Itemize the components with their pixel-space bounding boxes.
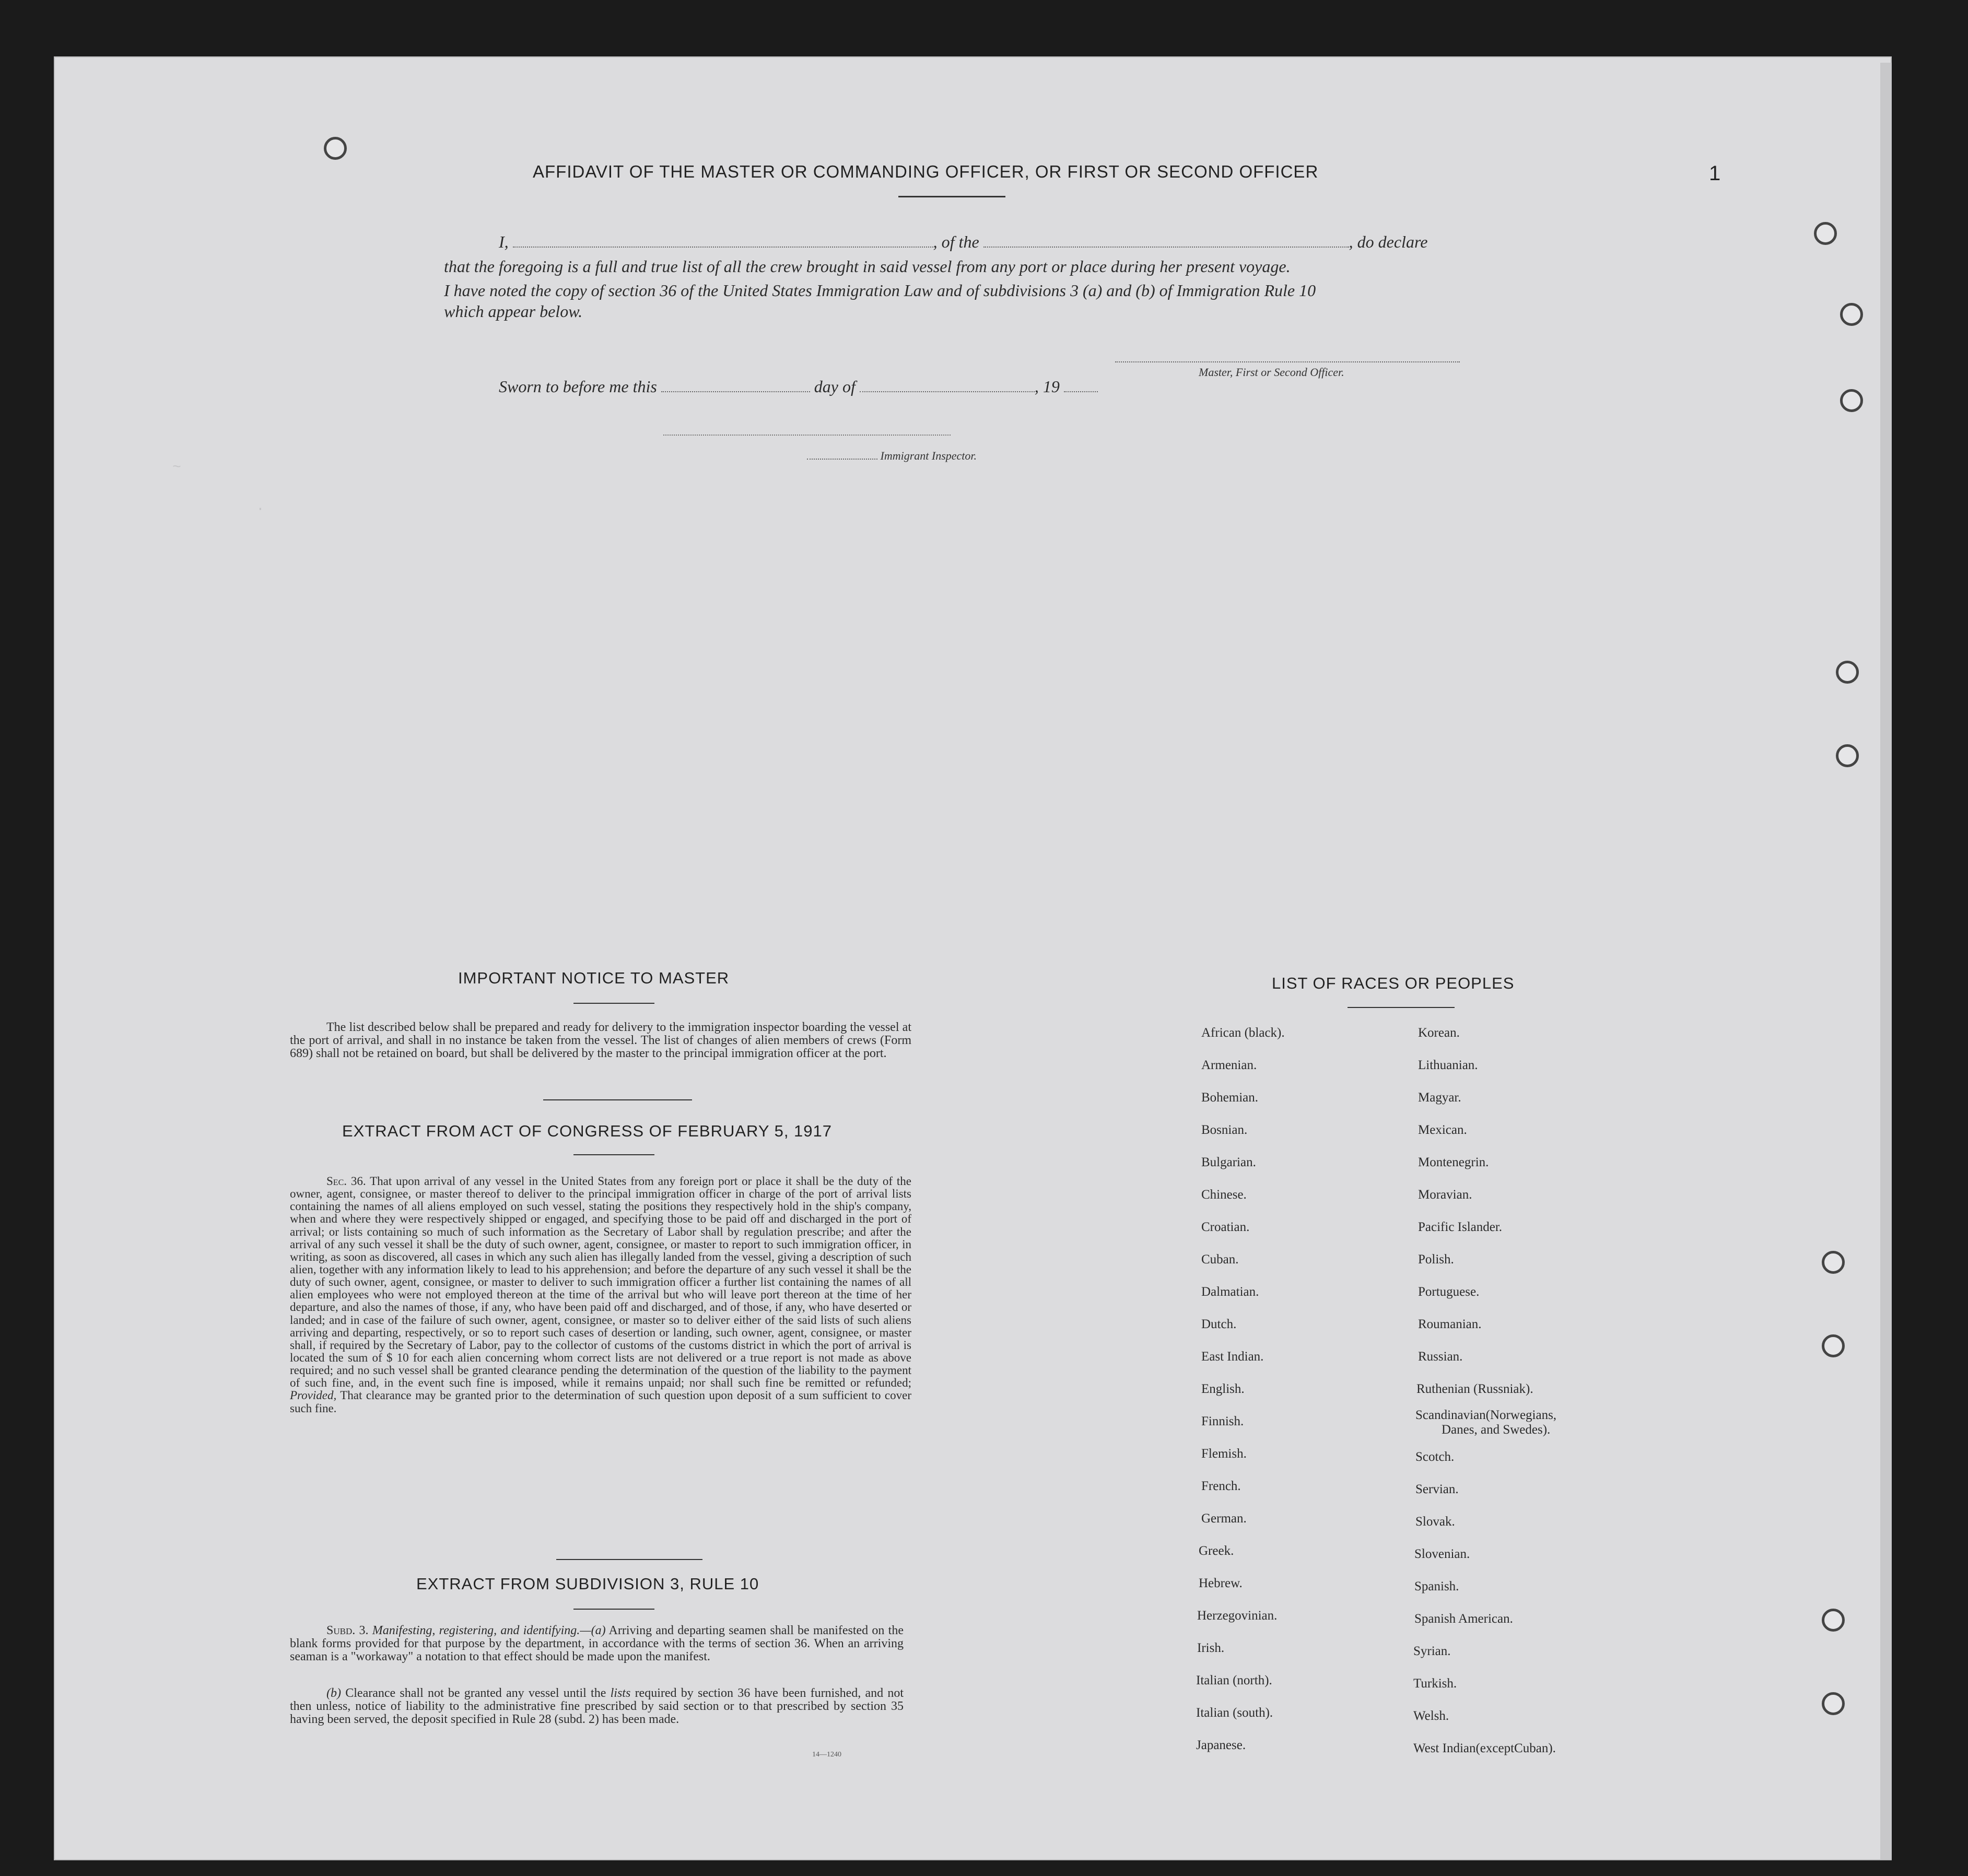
affidavit-line-1 bbox=[499, 232, 1427, 252]
inspector-dots bbox=[807, 458, 877, 460]
sworn-day-blank bbox=[661, 391, 810, 392]
race-item: East Indian. bbox=[1201, 1350, 1264, 1364]
punch-hole-right-7 bbox=[1822, 1334, 1845, 1357]
sworn-month-blank bbox=[860, 391, 1035, 392]
race-item: Flemish. bbox=[1201, 1447, 1247, 1461]
act-body: That upon arrival of any vessel in the United States from any foreign port or place it shall be the duty of the owner, agent, consignee, or master thereof to deliver to the principal immigration officer in charge of the port of arrival lists containing the names of all aliens employed on such vessel, stating the positions they respectively hold in the ship's company, when and where they were respectively shipped or engaged, and specifying those to be paid off and discharged in the port of arrival; or lists containing so much of such information as the Secretary of Labor shall by regulation prescribe; and after the arrival of any such vessel it shall be the duty of such owner, agent, consignee, or master to report to such immigration officer, in writing, as soon as discovered, all cases in which any such alien has illegally landed from the vessel, giving a description of such alien, together with any information likely to lead to his apprehension; and before the departure of any such vessel it shall be the duty of such owner, agent, consignee, or master to deliver to such immigration officer a further list containing the names of all alien employees who were not employed thereon at the time of the arrival but who will leave port thereon at the time of her departure, and also the names of those, if any, who have been paid off and discharged, and of those, if any, who have deserted or landed; and in case of the failure of such owner, agent, consignee, or master so to deliver either of the said lists of such aliens arriving and departing, respectively, or so to report such cases of desertion or landing, such owner, agent, consignee, or master shall, if required by the Secretary of Labor, pay to the collector of customs of the customs district in which the port of arrival is located the sum of $ 10 for each alien concerning whom correct lists are not delivered or a true report is not made as above required; and no such vessel shall be granted clearance pending the determination of the question of the liability to the payment of such fine, and, in the event such fine is imposed, while it remains unpaid; nor shall such fine be remitted or refunded; bbox=[290, 1175, 911, 1390]
notice-title: IMPORTANT NOTICE TO MASTER bbox=[458, 969, 730, 987]
race-item: Pacific Islander. bbox=[1418, 1220, 1503, 1234]
rule-text-a-body: Arriving and departing seamen shall be manifested on the blank forms provided for that purpose by the department, in accordance with the terms of section 36. When an arriving seaman is a "workaway" a notation to that effect should be made upon the manifest. bbox=[290, 1624, 904, 1664]
punch-hole-right-5 bbox=[1836, 744, 1859, 767]
affidavit-title-rule bbox=[898, 196, 1005, 197]
rule-subd-title: Manifesting, registering, and identifying.—(a) bbox=[372, 1624, 606, 1637]
race-item: Dalmatian. bbox=[1201, 1285, 1259, 1299]
act-title-rule bbox=[573, 1154, 654, 1155]
race-item: Scotch. bbox=[1415, 1450, 1455, 1464]
race-item: Mexican. bbox=[1418, 1123, 1467, 1137]
sworn-year: , 19 bbox=[1034, 377, 1060, 396]
rule-b-text-2: required by section 36 have been furnished, and not then unless, notice of liability to the administrative fine prescribed by said section or to that prescribed by section 35 having been served, the deposit specified in Rule 28 (subd. 2) has been made. bbox=[290, 1686, 904, 1727]
act-provided: Provided, bbox=[290, 1389, 337, 1402]
race-item: African (black). bbox=[1201, 1026, 1285, 1040]
notice-text: The list described below shall be prepared and ready for delivery to the immigration inspector boarding the vessel at the port of arrival, and shall in no instance be taken from the vessel. The list of changes of alien members of crews (Form 689) shall not be retained on board, but shall be delivered by the master to the principal immigration officer at the port. bbox=[290, 1021, 911, 1061]
punch-hole-right-6 bbox=[1822, 1251, 1845, 1274]
race-item: Syrian. bbox=[1413, 1644, 1451, 1658]
race-item: Hebrew. bbox=[1199, 1576, 1243, 1590]
affidavit-of-the: , of the bbox=[933, 232, 979, 251]
race-item: Spanish. bbox=[1414, 1579, 1459, 1593]
act-sec-label: Sec. 36. bbox=[326, 1175, 366, 1188]
sworn-day-of: day of bbox=[814, 377, 856, 396]
rule-text-b bbox=[290, 1687, 904, 1727]
race-item: Japanese. bbox=[1196, 1738, 1246, 1752]
race-item: Russian. bbox=[1418, 1350, 1463, 1364]
sworn-year-blank bbox=[1064, 391, 1098, 392]
race-item: Portuguese. bbox=[1418, 1285, 1480, 1299]
race-item: Korean. bbox=[1418, 1026, 1460, 1040]
punch-hole-right-4 bbox=[1836, 661, 1859, 684]
race-item: Spanish American. bbox=[1414, 1612, 1513, 1626]
race-item: Magyar. bbox=[1418, 1091, 1461, 1105]
rule-b-text-1: Clearance shall not be granted any vessel until the bbox=[345, 1686, 606, 1700]
punch-hole-top-left bbox=[324, 137, 347, 160]
race-item: Chinese. bbox=[1201, 1188, 1247, 1202]
page-edge bbox=[1880, 63, 1892, 1859]
race-item: Montenegrin. bbox=[1418, 1155, 1489, 1169]
race-item: Dutch. bbox=[1201, 1317, 1237, 1331]
rule-subd-label: Subd. 3. bbox=[326, 1624, 369, 1637]
races-title-rule bbox=[1348, 1007, 1455, 1008]
affidavit-line-4: which appear below. bbox=[444, 302, 583, 321]
race-item: Polish. bbox=[1418, 1252, 1454, 1267]
race-item: French. bbox=[1201, 1479, 1241, 1493]
race-item: Bohemian. bbox=[1201, 1091, 1259, 1105]
race-item: Irish. bbox=[1197, 1641, 1225, 1655]
race-item: Armenian. bbox=[1201, 1058, 1257, 1072]
race-item: Scandinavian(Norwegians, bbox=[1415, 1408, 1557, 1422]
race-item: Cuban. bbox=[1201, 1252, 1239, 1267]
race-item: Turkish. bbox=[1413, 1676, 1457, 1691]
page-mark: 1 bbox=[1709, 162, 1721, 185]
affidavit-i: I, bbox=[499, 232, 509, 251]
race-item: Slovak. bbox=[1415, 1515, 1455, 1529]
race-item: Danes, and Swedes). bbox=[1442, 1423, 1551, 1437]
punch-hole-right-9 bbox=[1822, 1692, 1845, 1715]
act-separator bbox=[556, 1559, 702, 1560]
race-item: Slovenian. bbox=[1414, 1547, 1470, 1561]
rule-text-a bbox=[290, 1624, 904, 1664]
race-item: Finnish. bbox=[1201, 1414, 1244, 1428]
race-item: Lithuanian. bbox=[1418, 1058, 1478, 1072]
sworn-line bbox=[499, 377, 1098, 396]
punch-hole-right-2 bbox=[1840, 303, 1863, 326]
rule-b-lists: lists bbox=[610, 1686, 631, 1700]
inspector-caption-text: Immigrant Inspector. bbox=[880, 449, 977, 462]
affidavit-do-declare: , do declare bbox=[1349, 232, 1428, 251]
race-item: English. bbox=[1201, 1382, 1245, 1396]
race-item: West Indian(exceptCuban). bbox=[1413, 1741, 1556, 1755]
inspector-line bbox=[663, 435, 951, 436]
race-item: Moravian. bbox=[1418, 1188, 1472, 1202]
signature-line bbox=[1115, 361, 1460, 362]
race-item: Roumanian. bbox=[1418, 1317, 1482, 1331]
inspector-caption bbox=[807, 449, 977, 463]
race-item: Ruthenian (Russniak). bbox=[1416, 1382, 1533, 1396]
rule-title-rule bbox=[573, 1609, 654, 1610]
race-item: German. bbox=[1201, 1511, 1247, 1526]
sworn-text: Sworn to before me this bbox=[499, 377, 657, 396]
notice-separator bbox=[543, 1099, 692, 1100]
affidavit-line-2: that the foregoing is a full and true list of all the crew brought in said vessel from any port or place during her present voyage. bbox=[444, 257, 1291, 276]
signature-caption: Master, First or Second Officer. bbox=[1199, 366, 1344, 379]
act-text bbox=[290, 1175, 911, 1415]
race-item: Croatian. bbox=[1201, 1220, 1250, 1234]
master-name-blank bbox=[513, 246, 933, 248]
race-item: Servian. bbox=[1415, 1482, 1459, 1496]
race-item: Herzegovinian. bbox=[1197, 1609, 1278, 1623]
punch-hole-right-1 bbox=[1814, 222, 1837, 245]
document-page bbox=[55, 57, 1891, 1859]
race-item: Bosnian. bbox=[1201, 1123, 1248, 1137]
rule-title: EXTRACT FROM SUBDIVISION 3, RULE 10 bbox=[416, 1575, 759, 1593]
race-item: Bulgarian. bbox=[1201, 1155, 1256, 1169]
race-item: Welsh. bbox=[1413, 1709, 1449, 1723]
notice-title-rule bbox=[573, 1003, 654, 1004]
races-title: LIST OF RACES OR PEOPLES bbox=[1272, 974, 1515, 992]
punch-hole-right-3 bbox=[1840, 389, 1863, 412]
vessel-name-blank bbox=[983, 246, 1349, 248]
punch-hole-right-8 bbox=[1822, 1609, 1845, 1632]
race-item: Italian (south). bbox=[1196, 1706, 1273, 1720]
affidavit-line-3: I have noted the copy of section 36 of the United States Immigration Law and of subdivisions 3 (a) and (b) of Immigration Rule 10 bbox=[444, 281, 1316, 300]
race-item: Italian (north). bbox=[1196, 1673, 1272, 1687]
race-item: Greek. bbox=[1199, 1544, 1234, 1558]
act-title: EXTRACT FROM ACT OF CONGRESS OF FEBRUARY 5, 1917 bbox=[342, 1122, 833, 1140]
affidavit-title: AFFIDAVIT OF THE MASTER OR COMMANDING OFFICER, OR FIRST OR SECOND OFFICER bbox=[533, 162, 1319, 181]
form-number: 14—1240 bbox=[812, 1751, 841, 1758]
act-body-end: That clearance may be granted prior to the determination of such question upon deposit of a sum sufficient to cover such fine. bbox=[290, 1389, 912, 1415]
rule-b-label: (b) bbox=[326, 1686, 341, 1700]
